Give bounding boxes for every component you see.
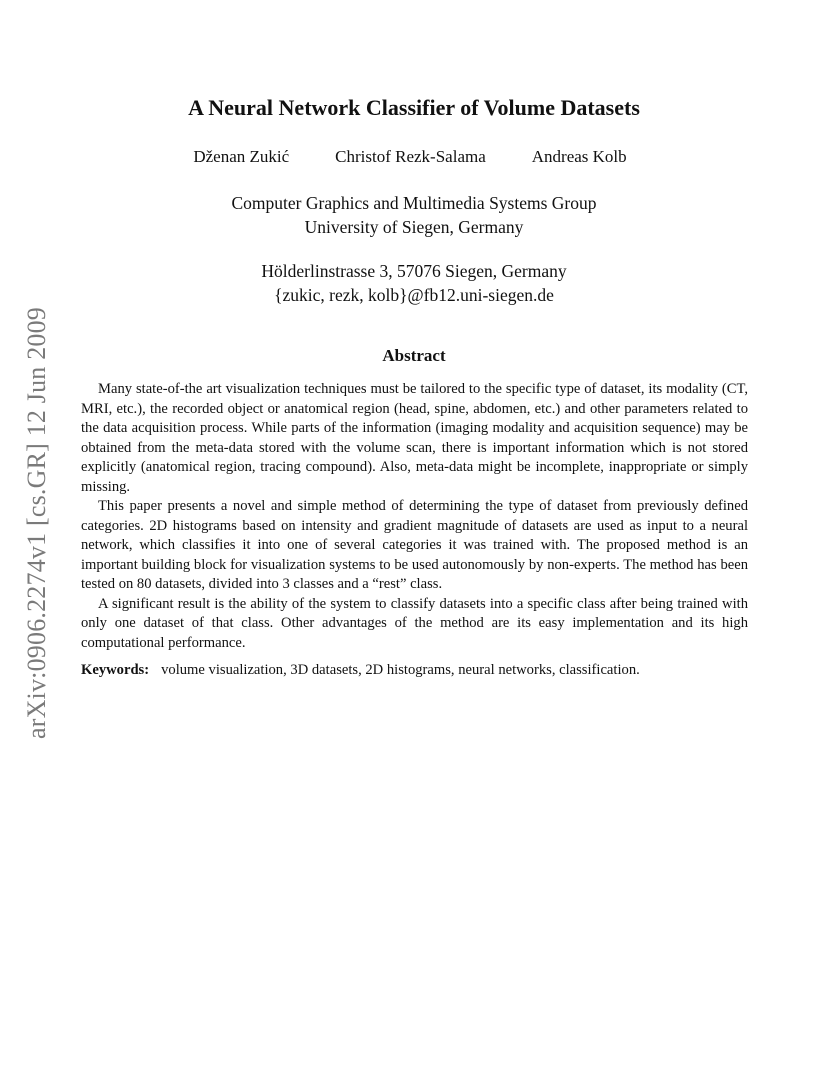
abstract-heading: Abstract <box>382 346 446 365</box>
address-block <box>0 259 828 307</box>
author-list <box>0 147 824 167</box>
paper-title: A Neural Network Classifier of Volume Datasets <box>188 95 640 120</box>
abstract-paragraph: Many state-of-the art visualization techniques must be tailored to the specific type of dataset, its modality (CT, MRI, etc.), the recorded object or anatomical region (head, spine, abdomen, etc.) and other parameters related to the data acquisition process. While parts of the information (imaging modality and acquisition sequence) may be obtained from the meta-data stored with the volume scan, there is important information which is not stored explicitly (anatomical region, tracing compound). Also, meta-data might be incomplete, inappropriate or simply missing. <box>81 381 748 495</box>
keywords-label: Keywords: <box>81 662 150 678</box>
affiliation-street: Hölderlinstrasse 3, 57076 Siegen, Germany <box>261 261 567 281</box>
abstract-paragraph: A significant result is the ability of the system to classify datasets into a specific class after being trained with only one dataset of that class. Other advantages of the method are its easy implementation and its high computational performance. <box>81 595 748 651</box>
keywords-text: volume visualization, 3D datasets, 2D histograms, neural networks, classification. <box>161 662 640 678</box>
affiliation-block <box>0 191 828 239</box>
author-name: Dženan Zukić <box>193 147 290 166</box>
author-name: Christof Rezk-Salama <box>335 147 486 166</box>
keywords-line <box>81 661 748 681</box>
author-name: Andreas Kolb <box>531 147 627 166</box>
abstract-body <box>81 380 748 653</box>
affiliation-group: Computer Graphics and Multimedia Systems Group <box>231 193 597 213</box>
arxiv-id: arXiv:0906.2274v1 [cs.GR] 12 Jun 2009 <box>22 306 52 739</box>
author-emails: {zukic, rezk, kolb}@fb12.uni-siegen.de <box>274 285 554 305</box>
affiliation-university: University of Siegen, Germany <box>304 217 524 237</box>
abstract-paragraph: This paper presents a novel and simple method of determining the type of dataset from previously defined categories. 2D histograms based on intensity and gradient magnitude of datasets are used as input to a neural network, which classifies it into one of several categories it was trained with. The proposed method is an important building block for visualization systems to be used autonomously by non-experts. The method has been tested on 80 datasets, divided into 3 classes and a “rest” class. <box>81 498 748 592</box>
